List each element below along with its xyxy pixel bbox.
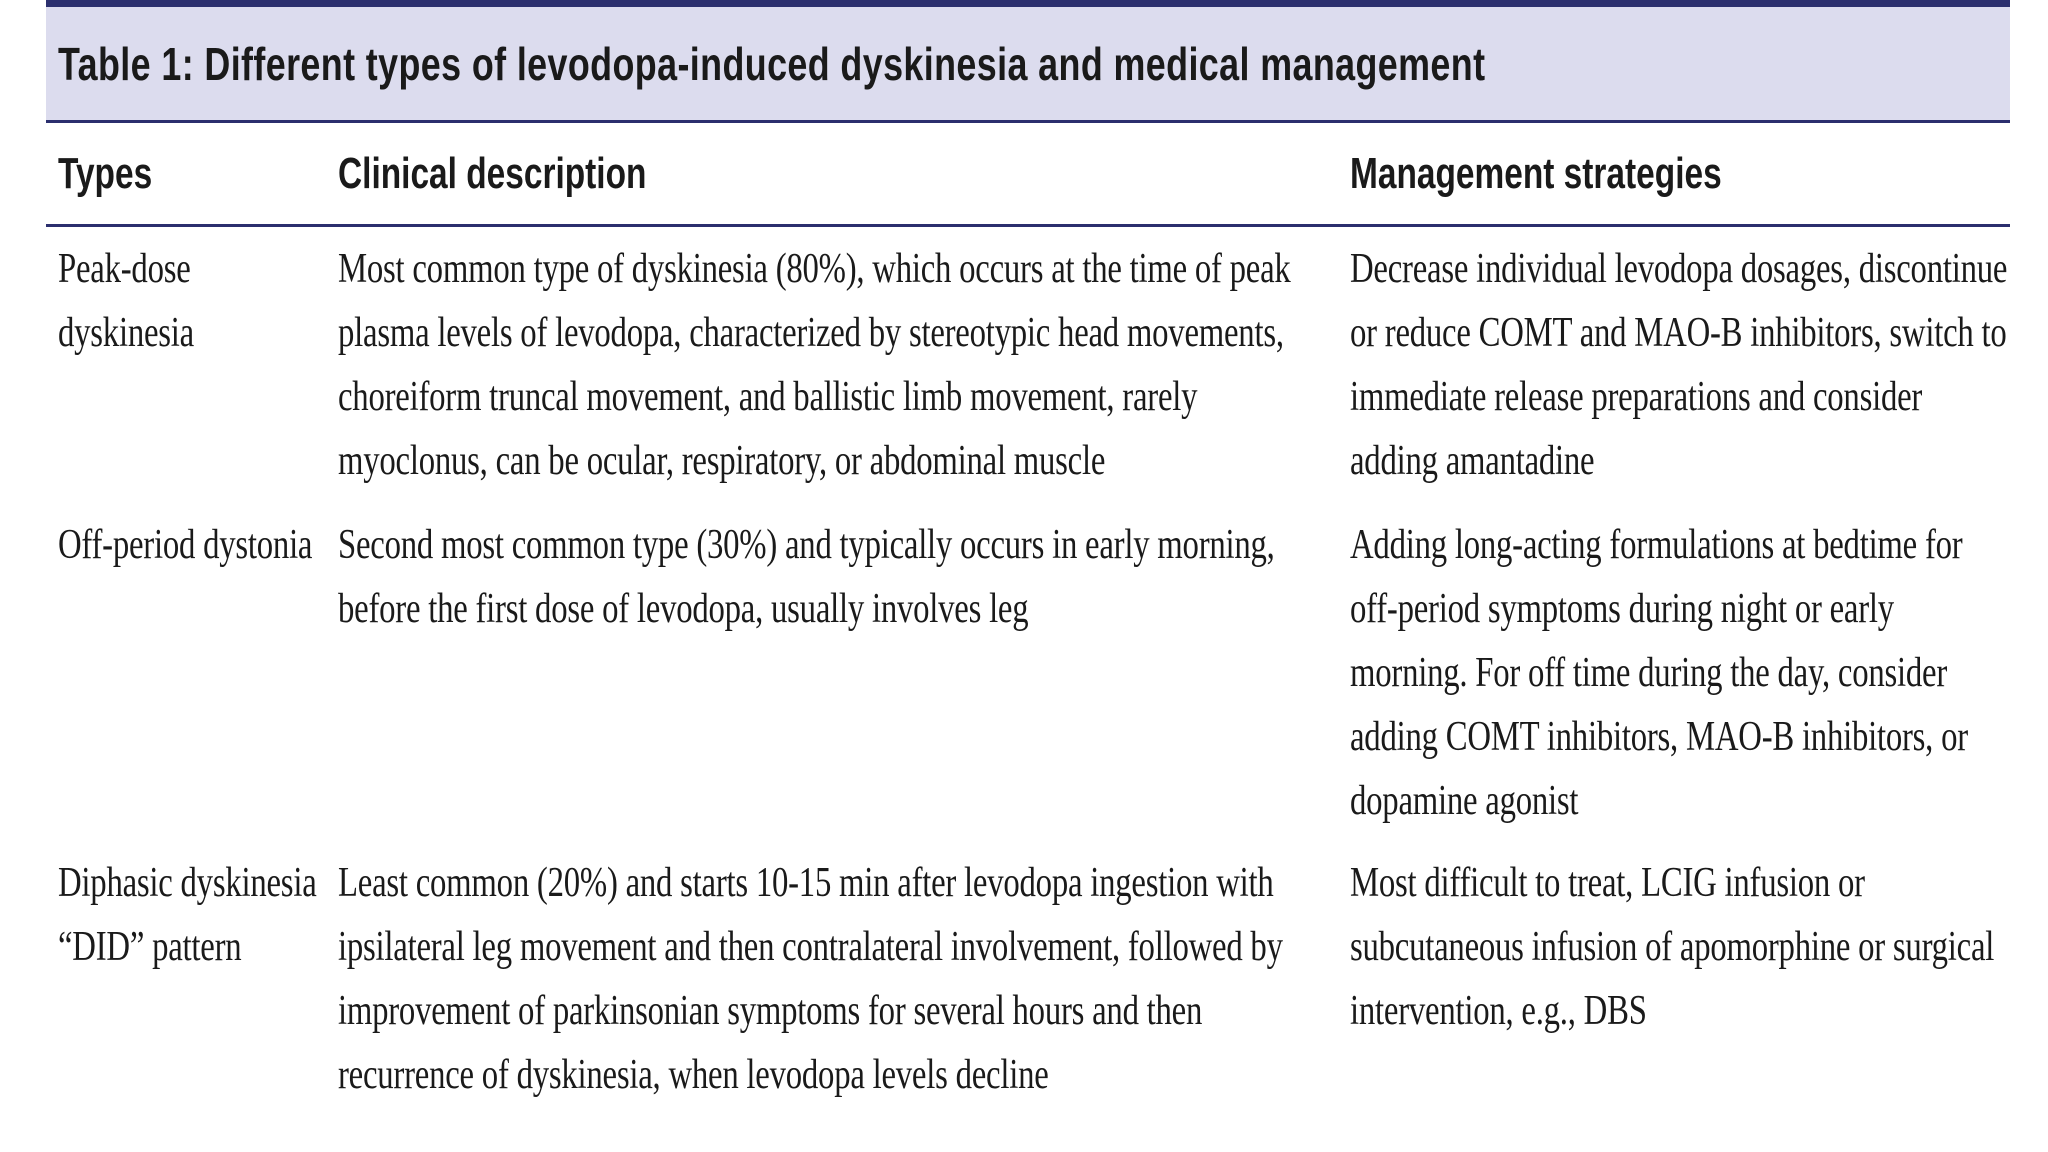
cell-description: Second most common type (30%) and typically occurs in early morning, before the first dose of levodopa, usually involves leg (338, 522, 1275, 632)
header-clinical-description: Clinical description (326, 123, 1338, 226)
table-caption-text: Table 1: Different types of levodopa-induced dyskinesia and medical management (58, 37, 1486, 90)
cell-management: Most difficult to treat, LCIG infusion or subcutaneous infusion of apomorphine or surgical intervention, e.g., DBS (1350, 860, 1995, 1034)
table-row (46, 503, 2010, 841)
table-header (46, 123, 2010, 226)
table-caption (46, 7, 2010, 123)
cell-description: Most common type of dyskinesia (80%), which occurs at the time of peak plasma levels of levodopa, characterized by stereotypic head movements, choreiform truncal movement, and ballistic limb movement, rarely myoclonus, can be ocular, respiratory, or abdominal muscle (338, 246, 1291, 484)
levodopa-dyskinesia-table (46, 0, 2010, 1119)
top-rule (46, 0, 2010, 7)
table-body (46, 226, 2010, 1120)
header-management-strategies: Management strategies (1338, 123, 2010, 226)
cell-type: Peak-dose dyskinesia (58, 246, 194, 356)
table-row (46, 841, 2010, 1119)
header-row (46, 123, 2010, 226)
cell-type: Off-period dystonia (58, 522, 313, 568)
cell-management: Adding long-acting formulations at bedtime for off-period symptoms during night or early morning. For off time during the day, consider adding COMT inhibitors, MAO-B inhibitors, or dopamine agonist (1350, 522, 1968, 824)
header-types: Types (46, 123, 326, 226)
data-table (46, 123, 2010, 1119)
cell-description: Least common (20%) and starts 10-15 min after levodopa ingestion with ipsilateral leg movement and then contralateral involvement, followed by improvement of parkinsonian symptoms for several hours and then recurrence of dyskinesia, when levodopa levels decline (338, 860, 1283, 1098)
table-row (46, 226, 2010, 504)
cell-management: Decrease individual levodopa dosages, discontinue or reduce COMT and MAO-B inhibitors, switch to immediate release preparations and consider adding amantadine (1350, 246, 2008, 484)
cell-type: Diphasic dyskinesia “DID” pattern (58, 860, 317, 970)
